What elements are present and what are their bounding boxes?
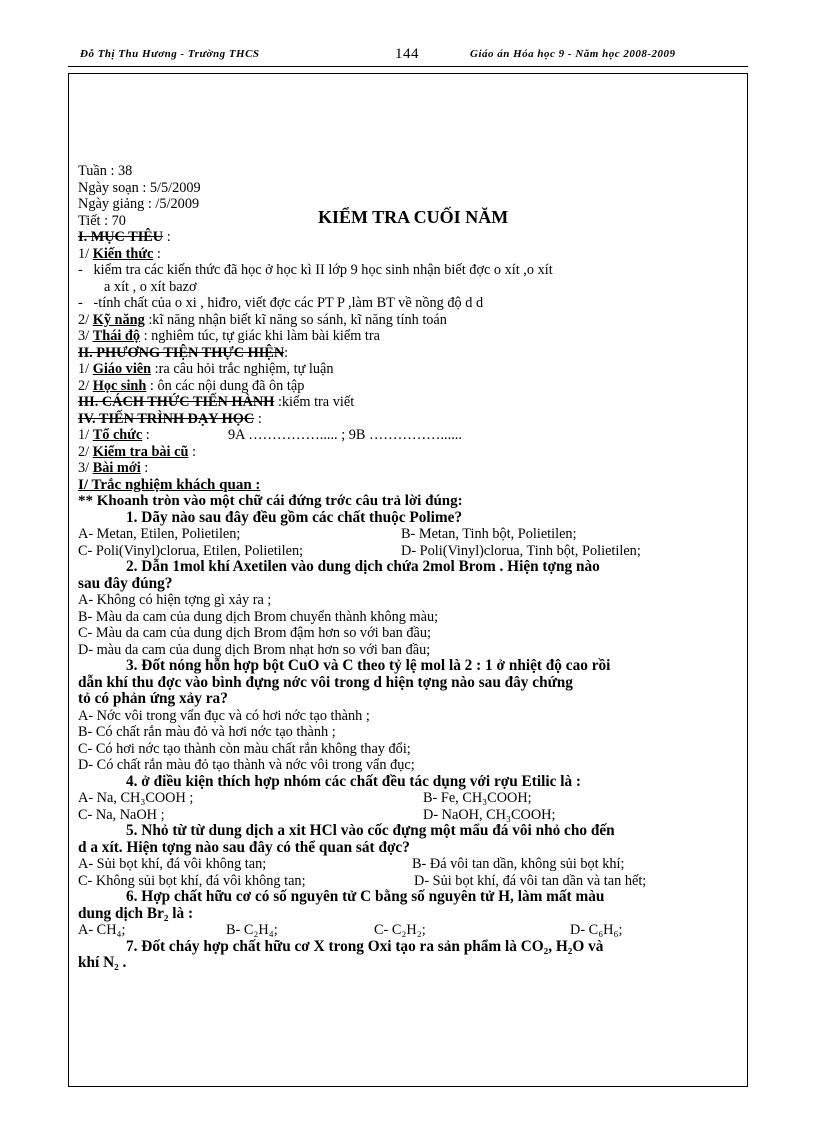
ngay-soan: Ngày soạn : 5/5/2009 <box>78 179 201 196</box>
question-5-cont: d a xít. Hiện tợng nào sau đây có thể quan sát đợc? <box>78 838 410 856</box>
bai-moi: 3/ Bài mới : <box>78 460 149 476</box>
question-3: 3. Đốt nóng hỗn hợp bột CuO và C theo tỷ lệ mol là 2 : 1 ở nhiệt độ cao rồi <box>126 657 611 674</box>
q4-options-cd: C- Na, NaOH ; D- NaOH, CH₃COOH; <box>78 806 556 823</box>
q2-option-c: C- Màu da cam của dung dịch Brom đậm hơn so với ban đầu; <box>78 625 432 641</box>
question-3-cont-1: dẫn khí thu đợc vào bình đựng nớc vôi trong d hiện tợng nào sau đây chứng <box>78 673 573 691</box>
header-divider <box>68 66 748 67</box>
instruction: ** Khoanh tròn vào một chữ cái đứng trớc câu trả lời đúng: <box>78 493 463 509</box>
header-left: Đỗ Thị Thu Hương - Trường THCS <box>80 48 260 60</box>
q3-option-c: C- Có hơi nớc tạo thành còn màu chất rắn không thay đổi; <box>78 740 411 757</box>
question-4: 4. ở điều kiện thích hợp nhóm các chất đều tác dụng với rợu Etilic là : <box>126 772 582 790</box>
phuong-tien-heading: II. PHƯƠNG TIỆN THỰC HIỆN: <box>78 344 289 361</box>
q1-options-ab: A- Metan, Etilen, Polietilen; B- Metan, Tinh bột, Polietilen; <box>78 526 577 542</box>
to-chuc: 1/ Tổ chức : 9A ……………..... ; 9B ……………...... <box>78 427 462 443</box>
q5-options-cd: C- Không sủi bọt khí, đá vôi không tan; D- Sủi bọt khí, đá vôi tan dần và tan hết; <box>78 872 647 889</box>
kien-thuc-line-2: - -tính chất của o xi , hiđro, viết đợc các PT P ,làm BT về nồng độ d d <box>78 295 484 311</box>
question-6: 6. Hợp chất hữu cơ có số nguyên tử C bằng số nguyên tử H, làm mất màu <box>126 888 605 905</box>
question-3-cont-2: tỏ có phản ứng xảy ra? <box>78 690 228 707</box>
page-number: 144 <box>395 46 419 62</box>
trac-nghiem-heading: I/ Trắc nghiệm khách quan : <box>78 476 261 493</box>
question-6-cont: dung dịch Br₂ là : <box>78 904 194 922</box>
kiem-tra-bai-cu: 2/ Kiểm tra bài cũ : <box>78 443 196 460</box>
question-5: 5. Nhỏ từ từ dung dịch a xit HCl vào cốc đựng một mẩu đá vôi nhỏ cho đến <box>126 822 615 839</box>
header-right: Giáo án Hóa học 9 - Năm học 2008-2009 <box>470 48 676 60</box>
tiet-row <box>78 206 744 230</box>
question-7: 7. Đốt cháy hợp chất hữu cơ X trong Oxi tạo ra sản phẩm là CO₂, H₂O và <box>126 937 604 955</box>
q2-option-b: B- Màu da cam của dung dịch Brom chuyển thành không màu; <box>78 608 439 625</box>
lesson-content <box>78 163 744 972</box>
q4-options-ab: A- Na, CH₃COOH ; B- Fe, CH₃COOH; <box>78 790 532 806</box>
muc-tieu-heading: I. MỤC TIÊU : <box>78 229 171 245</box>
cach-thuc-heading: III. CÁCH THỨC TIẾN HÀNH :kiểm tra viết <box>78 394 355 410</box>
page-title: KIỂM TRA CUỐI NĂM <box>318 206 509 227</box>
question-7-cont: khí N₂ . <box>78 954 127 971</box>
kien-thuc-line-1: - kiểm tra các kiến thức đã học ở học kì II lớp 9 học sinh nhận biết đợc o xít ,o xít <box>78 262 553 278</box>
tiet: Tiết : 70 <box>78 212 126 229</box>
q3-option-a: A- Nớc vôi trong vẩn đục và có hơi nớc tạo thành ; <box>78 707 370 724</box>
question-1: 1. Dãy nào sau đây đều gồm các chất thuộc Polime? <box>126 508 463 526</box>
kien-thuc-line-1b: a xít , o xít bazơ <box>104 278 197 295</box>
ky-nang: 2/ Kỹ năng :kĩ năng nhận biết kĩ năng so sánh, kĩ năng tính toán <box>78 311 447 328</box>
question-2-cont: sau đây đúng? <box>78 574 173 592</box>
q6-options: A- CH₄; B- C₂H₄; C- C₂H₂; D- C₆H₆; <box>78 922 623 938</box>
q2-option-d: D- màu da cam của dung dịch Brom nhạt hơn so với ban đầu; <box>78 641 431 658</box>
thai-do: 3/ Thái độ : nghiêm túc, tự giác khi làm bài kiểm tra <box>78 328 381 344</box>
q3-option-b: B- Có chất rắn màu đỏ và hơi nớc tạo thành ; <box>78 724 336 740</box>
q3-option-d: D- Có chất rắn màu đỏ tạo thành và nớc vôi trong vẩn đục; <box>78 757 415 773</box>
q5-options-ab: A- Sủi bọt khí, đá vôi không tan; B- Đá vôi tan dần, không sủi bọt khí; <box>78 856 625 872</box>
tuan: Tuần : 38 <box>78 163 133 179</box>
q2-option-a: A- Không có hiện tợng gì xảy ra ; <box>78 592 272 608</box>
kien-thuc-heading: 1/ Kiến thức : <box>78 245 161 262</box>
hoc-sinh: 2/ Học sinh : ôn các nội dung đã ôn tập <box>78 377 305 394</box>
q1-options-cd: C- Poli(Vinyl)clorua, Etilen, Polietilen; D- Poli(Vinyl)clorua, Tinh bột, Polietilen; <box>78 542 641 559</box>
tien-trinh-heading: IV. TIẾN TRÌNH DẠY HỌC : <box>78 410 262 427</box>
question-2: 2. Dẫn 1mol khí Axetilen vào dung dịch chứa 2mol Brom . Hiện tợng nào <box>126 558 600 575</box>
ngay-giang: Ngày giảng : /5/2009 <box>78 196 200 212</box>
giao-vien: 1/ Giáo viên :ra câu hỏi trắc nghiệm, tự luận <box>78 361 334 377</box>
